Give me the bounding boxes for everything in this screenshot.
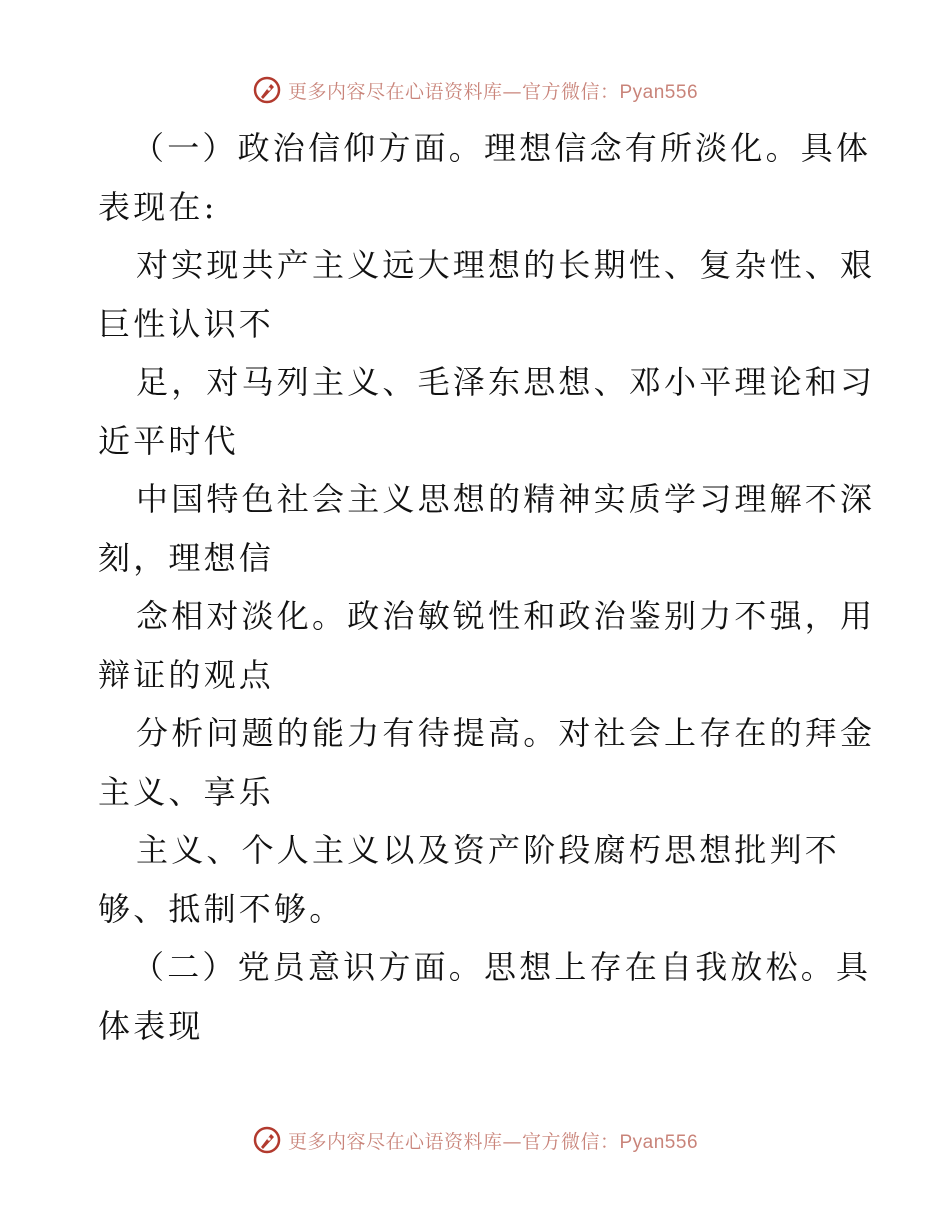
text-line: 主义、个人主义以及资产阶段腐朽思想批判不 [136,831,841,869]
header-watermark [0,70,950,110]
text-line: 辩证的观点 [98,656,275,694]
text-line: 刻，理想信 [98,539,275,577]
text-line: 巨性认识不 [98,305,275,343]
text-line: 表现在: [98,188,218,226]
text-line: 中国特色社会主义思想的精神实质学习理解不深 [136,480,876,518]
text-line: 足，对马列主义、毛泽东思想、邓小平理论和习 [136,363,876,401]
text-line: 体表现 [98,1007,204,1045]
text-line: 主义、享乐 [98,773,275,811]
text-line: 念相对淡化。政治敏锐性和政治鉴别力不强，用 [136,597,876,635]
text-line: 近平时代 [98,422,239,460]
text-line: 够、抵制不够。 [98,890,345,928]
text-line: （一）政治信仰方面。理想信念有所淡化。具体 [132,129,872,167]
text-line: （二）党员意识方面。思想上存在自我放松。具 [132,948,872,986]
text-line: 分析问题的能力有待提高。对社会上存在的拜金 [136,714,876,752]
pen-nib-circle-icon [252,75,282,105]
footer-watermark [0,1120,950,1160]
watermark-text: 更多内容尽在心语资料库—官方微信：Pyan556 [287,80,699,103]
pen-nib-circle-icon [252,1125,282,1155]
watermark-text: 更多内容尽在心语资料库—官方微信：Pyan556 [287,1130,699,1153]
text-line: 对实现共产主义远大理想的长期性、复杂性、艰 [136,246,876,284]
